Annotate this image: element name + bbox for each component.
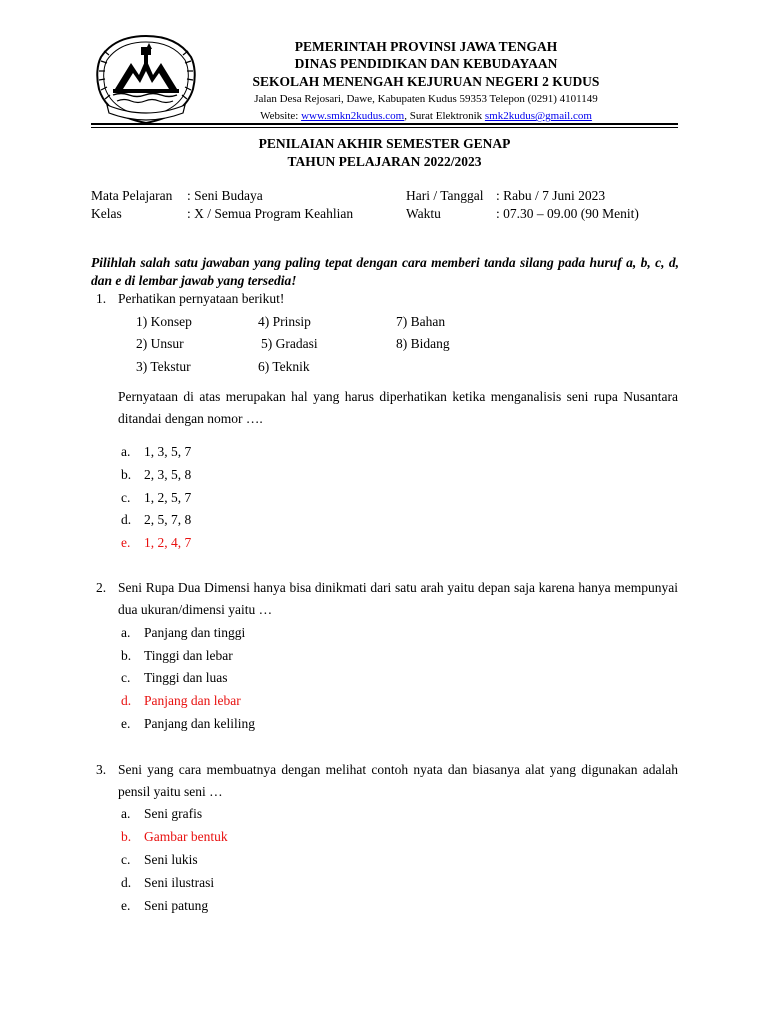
agency-name: DINAS PENDIDIKAN DAN KEBUDAYAAN [294, 56, 558, 71]
option-letter: b. [121, 467, 132, 482]
option-text: 1, 3, 5, 7 [144, 444, 192, 459]
statement-item: 1) Konsep [136, 314, 192, 329]
option-text: Seni grafis [144, 806, 203, 821]
option-text: Seni lukis [144, 852, 198, 867]
time-label: Waktu [406, 206, 441, 221]
option-text: Panjang dan keliling [144, 716, 255, 731]
exam-title [91, 135, 678, 171]
option-text: Panjang dan tinggi [144, 625, 246, 640]
website-link[interactable]: www.smkn2kudus.com [301, 110, 405, 122]
option-text: 2, 5, 7, 8 [144, 512, 192, 527]
option-letter: d. [121, 875, 132, 890]
school-name: SEKOLAH MENENGAH KEJURUAN NEGERI 2 KUDUS [252, 74, 600, 89]
statement-item: 7) Bahan [396, 314, 446, 329]
question-3-text: Seni yang cara membuatnya dengan melihat contoh nyata dan biasanya alat yang digunakan adalah pensil yaitu seni … [118, 762, 678, 799]
option-letter: b. [121, 648, 132, 663]
class-value: : X / Semua Program Keahlian [187, 206, 354, 221]
question-1-prompt: Perhatikan pernyataan berikut! [118, 291, 285, 306]
contact-line [200, 108, 652, 124]
option-letter: a. [121, 444, 131, 459]
statement-item: 8) Bidang [396, 336, 450, 351]
option-text: Seni ilustrasi [144, 875, 215, 890]
correct-option-text: Gambar bentuk [144, 829, 228, 844]
option-letter: a. [121, 625, 131, 640]
option-letter: a. [121, 806, 131, 821]
statement-item: 2) Unsur [136, 336, 184, 351]
option-text: Tinggi dan luas [144, 670, 228, 685]
statement-item: 3) Tekstur [136, 359, 191, 374]
option-text: Tinggi dan lebar [144, 648, 233, 663]
option-text: Seni patung [144, 898, 209, 913]
instructions: Pilihlah salah satu jawaban yang paling tepat dengan cara memberi tanda silang pada huruf a, b, c, d, dan e di lembar jawab yang tersedia! [91, 255, 679, 288]
email-link[interactable]: smk2kudus@gmail.com [484, 110, 592, 122]
exam-title-line1: PENILAIAN AKHIR SEMESTER GENAP [258, 136, 511, 151]
subject-value: : Seni Budaya [187, 188, 263, 203]
correct-option-letter: e. [121, 535, 131, 550]
subject-label: Mata Pelajaran [91, 188, 173, 203]
question-3-number: 3. [96, 762, 107, 777]
day-label: Hari / Tanggal [406, 188, 484, 203]
correct-option-letter: b. [121, 829, 132, 844]
option-letter: c. [121, 670, 131, 685]
government-name: PEMERINTAH PROVINSI JAWA TENGAH [294, 39, 558, 54]
letterhead-divider-thin [91, 127, 678, 128]
statement-item: 6) Teknik [258, 359, 310, 374]
question-2-text: Seni Rupa Dua Dimensi hanya bisa dinikmati dari satu arah yaitu depan saja karena hanya mempunyai dua ukuran/dimensi yaitu … [118, 580, 678, 617]
email-prefix: , Surat Elektronik [404, 110, 485, 122]
jawa-tengah-emblem-icon [93, 33, 199, 125]
option-letter: e. [121, 716, 131, 731]
letterhead-divider-thick [91, 123, 678, 125]
day-value: : Rabu / 7 Juni 2023 [496, 188, 606, 203]
time-value: : 07.30 – 09.00 (90 Menit) [496, 206, 639, 221]
class-label: Kelas [91, 206, 122, 221]
correct-option-text: Panjang dan lebar [144, 693, 241, 708]
correct-option-text: 1, 2, 4, 7 [144, 535, 192, 550]
question-1-number: 1. [96, 291, 107, 306]
option-letter: c. [121, 852, 131, 867]
statement-item: 5) Gradasi [261, 336, 318, 351]
letterhead [200, 38, 652, 124]
option-text: 2, 3, 5, 8 [144, 467, 192, 482]
option-letter: d. [121, 512, 132, 527]
statement-item: 4) Prinsip [258, 314, 311, 329]
website-prefix: Website: [260, 110, 302, 122]
question-1-text: Pernyataan di atas merupakan hal yang harus diperhatikan ketika menganalisis seni rupa Nusantara ditandai dengan nomor …. [118, 389, 678, 426]
exam-title-line2: TAHUN PELAJARAN 2022/2023 [287, 154, 482, 169]
option-text: 1, 2, 5, 7 [144, 490, 192, 505]
correct-option-letter: d. [121, 693, 132, 708]
school-address: Jalan Desa Rejosari, Dawe, Kabupaten Kudus 59353 Telepon (0291) 4101149 [254, 93, 598, 105]
option-letter: e. [121, 898, 131, 913]
question-2-number: 2. [96, 580, 107, 595]
option-letter: c. [121, 490, 131, 505]
